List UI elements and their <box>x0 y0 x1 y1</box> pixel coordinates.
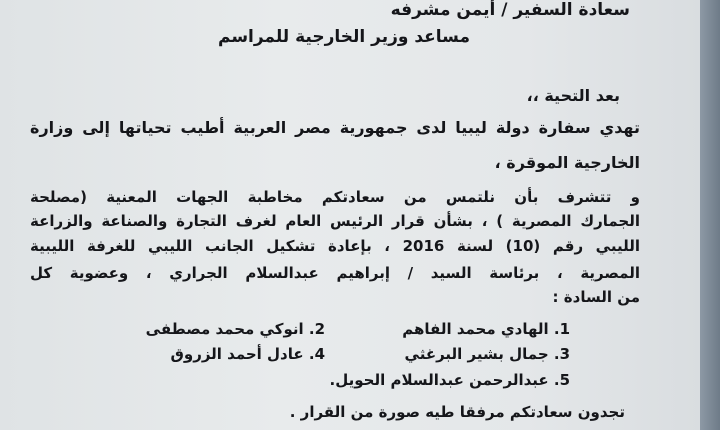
paragraph-1-line-2: الخارجية الموقرة ، <box>494 153 640 172</box>
paragraph-1-line-1: تهدي سفارة دولة ليبيا لدى جمهورية مصر العربية أطيب تحياتها إلى وزارة <box>30 118 640 137</box>
greeting: بعد التحية ،، <box>526 86 620 105</box>
member-2: 2. انوكي محمد مصطفى <box>145 320 325 338</box>
addressee-line: سعادة السفير / أيمن مشرفه <box>390 0 630 20</box>
paragraph-2-line-4: المصرية ، برئاسة السيد / إبراهيم عبدالسلام الجراري ، وعضوية كل <box>30 264 640 282</box>
paragraph-2-line-1: و تتشرف بأن نلتمس من سعادتكم مخاطبة الجهات المعنية (مصلحة <box>30 188 640 206</box>
background-edge <box>700 0 720 430</box>
member-1: 1. الهادي محمد الفاهم <box>402 320 570 338</box>
closing-line: تجدون سعادتكم مرفقا طيه صورة من القرار . <box>289 403 625 421</box>
addressee-title: مساعد وزير الخارجية للمراسم <box>217 27 470 47</box>
paragraph-2-line-2: الجمارك المصرية ) ، بشأن قرار الرئيس العام لغرف التجارة والصناعة والزراعة <box>30 212 640 230</box>
member-5: 5. عبدالرحمن عبدالسلام الحويل. <box>329 371 570 389</box>
member-3: 3. جمال بشير البرغثي <box>404 345 570 363</box>
paragraph-2-line-5: من السادة : <box>552 288 640 306</box>
member-4: 4. عادل أحمد الزروق <box>170 345 325 363</box>
paragraph-2-line-3: الليبي رقم (10) لسنة 2016 ، بإعادة تشكيل الجانب الليبي للغرفة الليبية <box>30 237 640 255</box>
